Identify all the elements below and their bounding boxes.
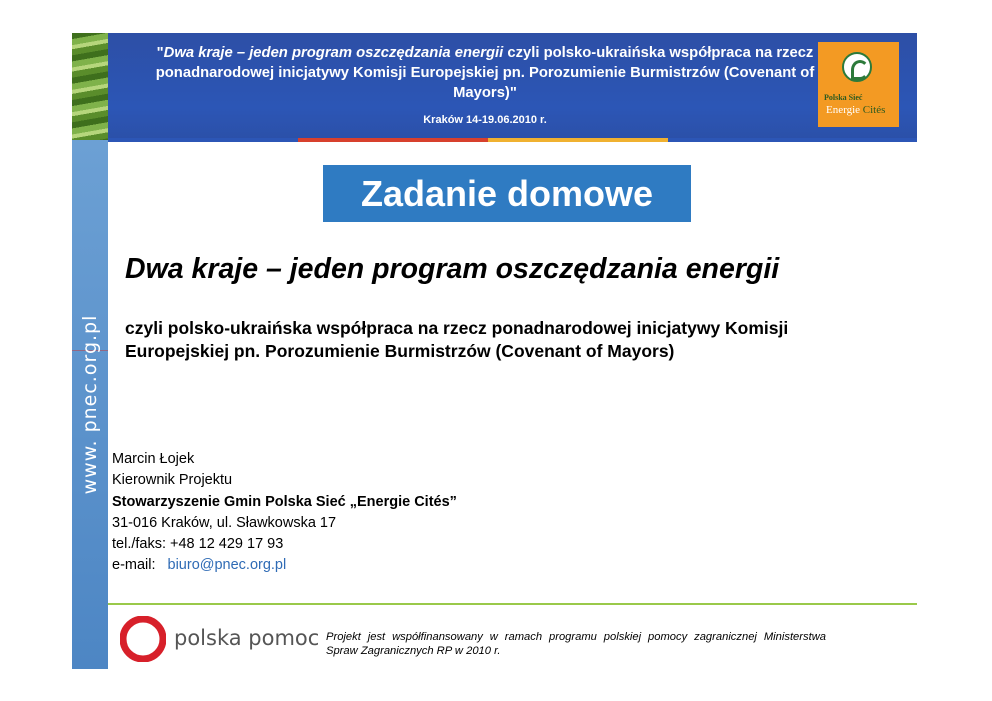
contact-phone: tel./faks: +48 12 429 17 93 xyxy=(112,536,284,553)
header-banner xyxy=(108,33,917,140)
contact-organization: Stowarzyszenie Gmin Polska Sieć „Energie Cités” xyxy=(112,493,457,510)
quote-open: " xyxy=(156,45,164,61)
main-title: Dwa kraje – jeden program oszczędzania energii xyxy=(125,253,780,285)
energie-cites-emblem-icon xyxy=(842,52,872,82)
polska-pomoc-logo-icon xyxy=(120,616,166,662)
funding-note: Projekt jest współfinansowany w ramach programu polskiej pomocy zagranicznej Ministerstwa Spraw Zagranicznych RP w 2010 r. xyxy=(326,631,826,657)
logo-line-1: Polska Sieć xyxy=(824,93,863,102)
logo-line-2b: Cités xyxy=(862,104,886,116)
contact-name: Marcin Łojek xyxy=(112,451,195,467)
contact-email-row xyxy=(112,555,457,576)
header-title xyxy=(140,43,830,103)
energie-cites-logo xyxy=(818,42,899,127)
contact-address: 31-016 Kraków, ul. Sławkowska 17 xyxy=(112,514,337,531)
header-title-rest: czyli polsko-ukraińska współpraca na rzecz ponadnarodowej inicjatywy Komisji Europejskiej pn. Porozumienie Burmistrzów (Covenant of Mayors)" xyxy=(155,45,815,101)
header-title-italic: Dwa kraje – jeden program oszczędzania energii xyxy=(163,45,504,61)
contact-role: Kierownik Projektu xyxy=(112,472,233,489)
subtitle: czyli polsko-ukraińska współpraca na rzecz ponadnarodowej inicjatywy Komisji Europejskiej pn. Porozumienie Burmistrzów (Covenant of Mayors) xyxy=(125,318,789,361)
logo-line-2a: Energie xyxy=(826,104,863,116)
task-heading: Zadanie domowe xyxy=(323,165,691,222)
header-dates: Kraków 14-19.06.2010 r. xyxy=(423,114,547,126)
contact-block xyxy=(112,449,457,577)
contact-email-label: e-mail: xyxy=(112,557,156,574)
header-color-stripe xyxy=(108,138,917,142)
footer-divider xyxy=(108,603,917,605)
website-url: www. pnec.org.pl xyxy=(79,314,101,495)
contact-email-link[interactable]: biuro@pnec.org.pl xyxy=(167,557,287,574)
logo-line-2 xyxy=(826,104,885,116)
leaf-decoration xyxy=(72,33,108,140)
polska-pomoc-wordmark: polska pomoc xyxy=(174,626,320,650)
